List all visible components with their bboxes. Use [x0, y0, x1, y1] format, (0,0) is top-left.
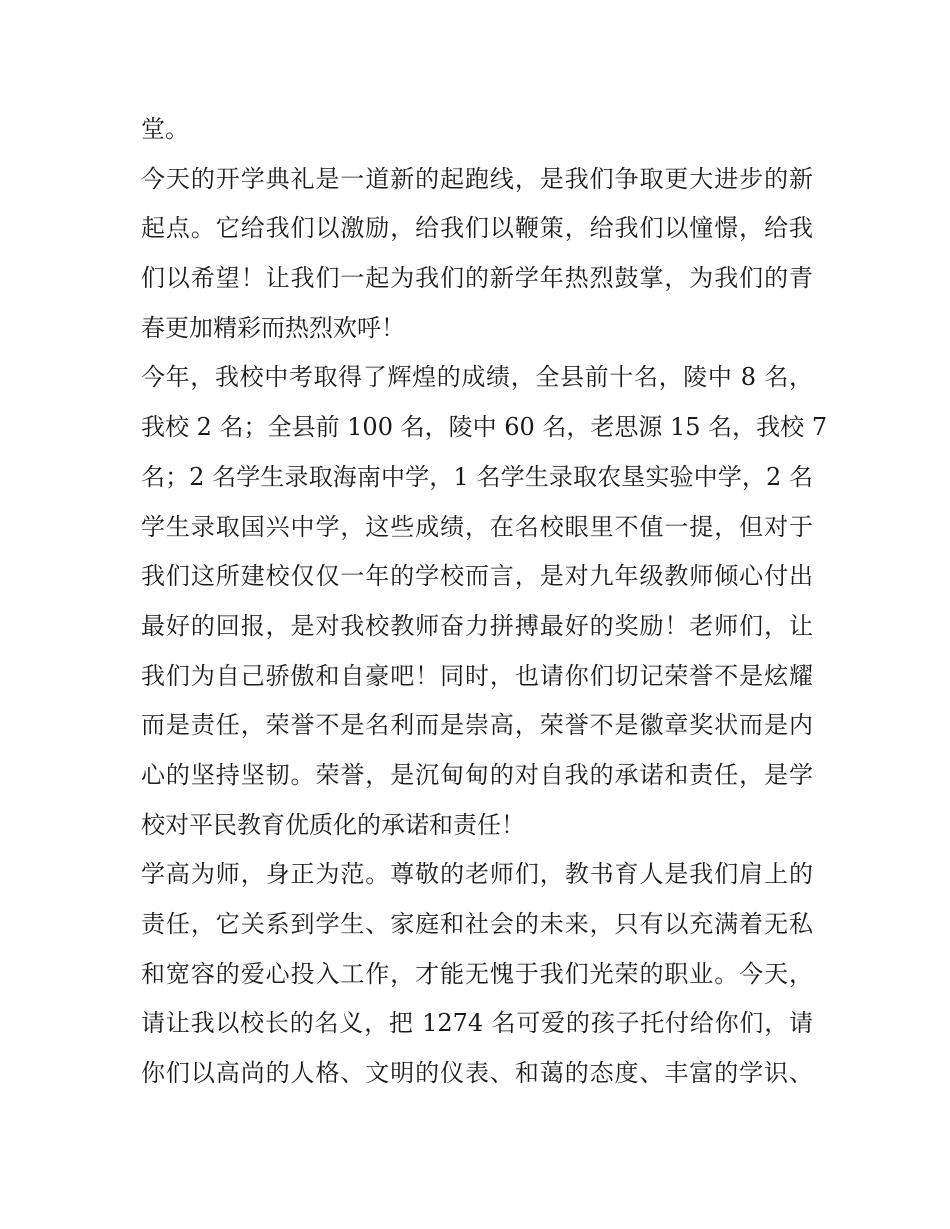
- text-line: 你们以高尚的人格、文明的仪表、和蔼的态度、丰富的学识、: [141, 1059, 813, 1088]
- text-line: 今天的开学典礼是一道新的起跑线，是我们争取更大进步的新: [141, 164, 813, 193]
- text-line: 堂。: [141, 115, 189, 143]
- text-line: 学高为师，身正为范。尊敬的老师们，教书育人是我们肩上的: [141, 860, 813, 889]
- text-line: 最好的回报，是对我校教师奋力拼搏最好的奖励！老师们，让: [141, 611, 813, 640]
- text-line: 起点。它给我们以激励，给我们以鞭策，给我们以憧憬，给我: [141, 214, 813, 243]
- text-line: 学生录取国兴中学，这些成绩，在名校眼里不值一提，但对于: [141, 512, 813, 541]
- document-page: [141, 105, 828, 1099]
- text-line: 我们这所建校仅仅一年的学校而言，是对九年级教师倾心付出: [141, 562, 813, 591]
- text-line: 春更加精彩而热烈欢呼！: [141, 313, 405, 342]
- text-line: 责任，它关系到学生、家庭和社会的未来，只有以充满着无私: [141, 910, 813, 938]
- text-line: 们以希望！让我们一起为我们的新学年热烈鼓掌，为我们的青: [141, 264, 813, 293]
- text-line: 今年，我校中考取得了辉煌的成绩，全县前十名，陵中 8 名，: [141, 363, 813, 392]
- text-line: 请让我以校长的名义，把 1274 名可爱的孩子托付给你们，请: [141, 1009, 813, 1038]
- text-line: 校对平民教育优质化的承诺和责任！: [141, 810, 525, 839]
- text-line: 名；2 名学生录取海南中学，1 名学生录取农垦实验中学，2 名: [141, 462, 813, 491]
- text-line: 而是责任，荣誉不是名利而是崇高，荣誉不是徽章奖状而是内: [141, 711, 813, 740]
- text-line: 我校 2 名；全县前 100 名，陵中 60 名，老思源 15 名，我校 7: [141, 413, 828, 442]
- text-line: 心的坚持坚韧。荣誉，是沉甸甸的对自我的承诺和责任，是学: [141, 760, 813, 789]
- text-line: 我们为自己骄傲和自豪吧！同时，也请你们切记荣誉不是炫耀: [141, 661, 813, 690]
- text-line: 和宽容的爱心投入工作，才能无愧于我们光荣的职业。今天，: [141, 959, 813, 988]
